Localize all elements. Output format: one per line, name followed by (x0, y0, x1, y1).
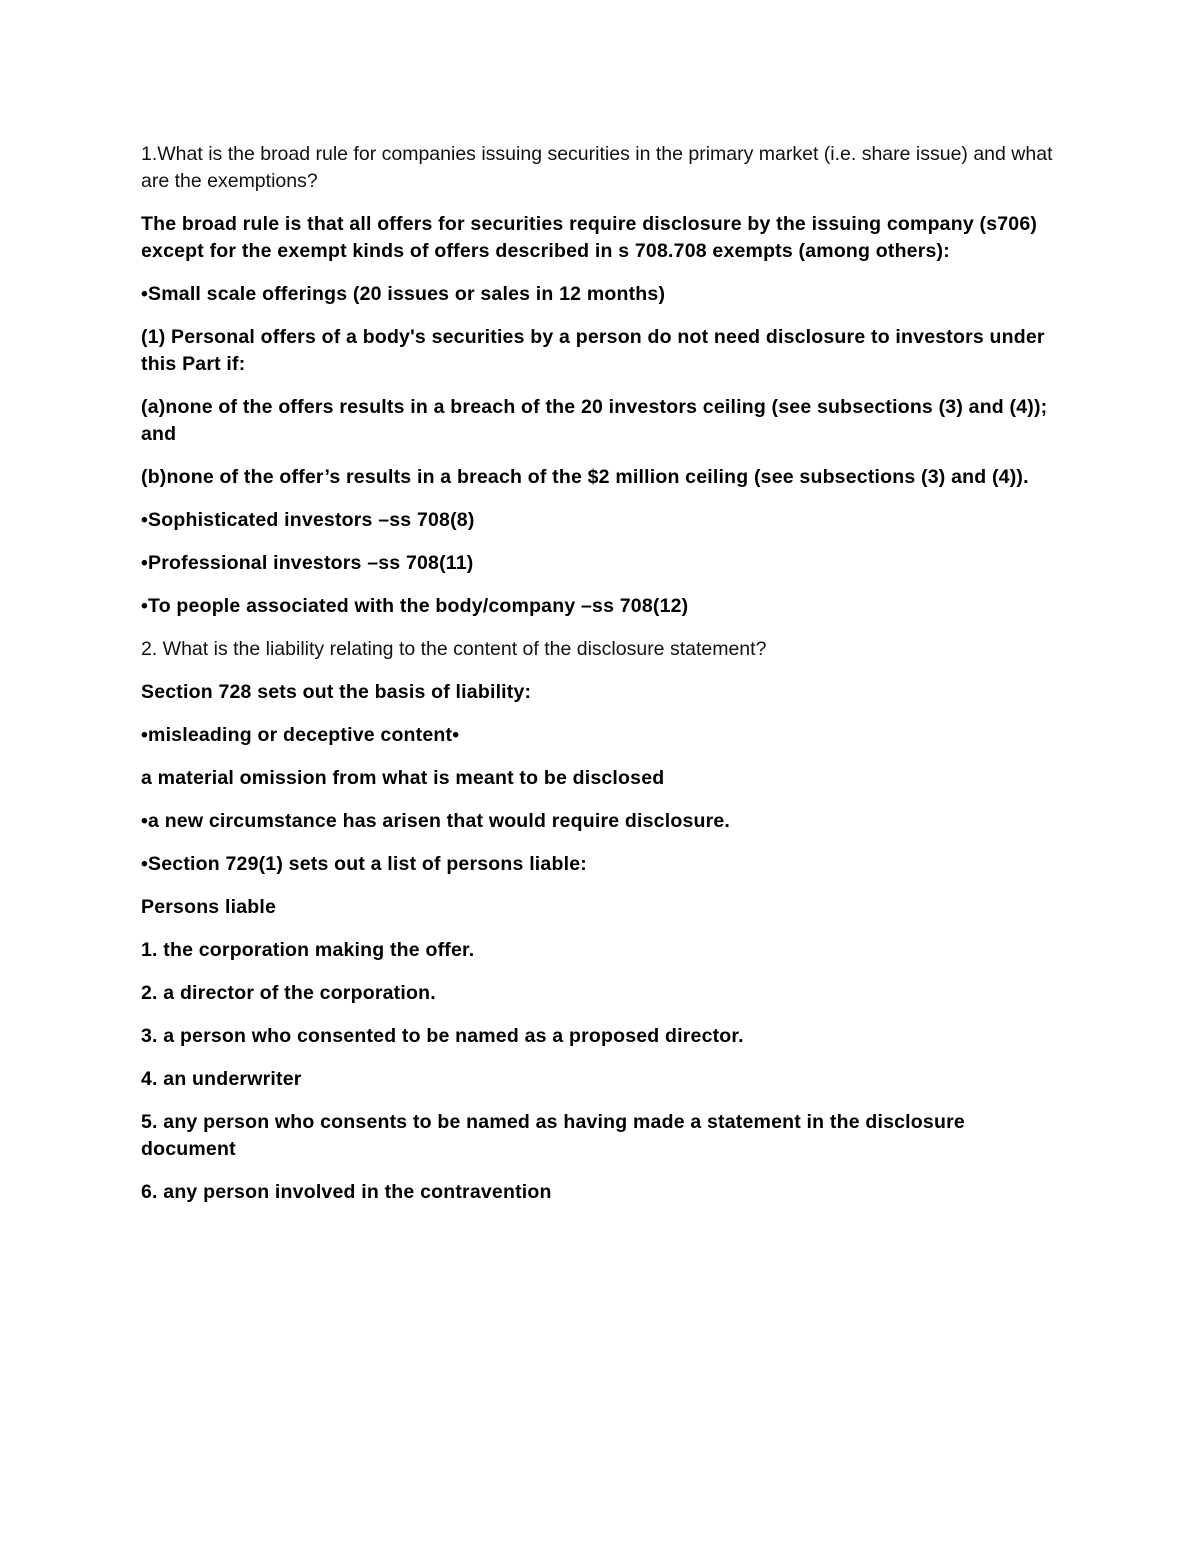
question-1: 1.What is the broad rule for companies issuing securities in the primary market (i.e. share issue) and what are the exemptions? (141, 143, 1053, 192)
section-728-heading: Section 728 sets out the basis of liability: (141, 681, 532, 703)
exemption-associated: •To people associated with the body/company –ss 708(12) (141, 595, 689, 617)
persons-list-item: 1. the corporation making the offer. (141, 939, 475, 961)
persons-list-item: 3. a person who consented to be named as a proposed director. (141, 1025, 744, 1047)
exemption-small-scale: •Small scale offerings (20 issues or sales in 12 months) (141, 283, 666, 305)
persons-list-item: 2. a director of the corporation. (141, 982, 436, 1004)
persons-list-item: 5. any person who consents to be named as having made a statement in the disclosure document (141, 1111, 965, 1160)
persons-liable-heading: Persons liable (141, 896, 277, 918)
section-729-heading: •Section 729(1) sets out a list of persons liable: (141, 853, 587, 875)
liability-new-circumstance: •a new circumstance has arisen that would require disclosure. (141, 810, 731, 832)
clause-b: (b)none of the offer’s results in a breach of the $2 million ceiling (see subsections (3) and (4)). (141, 466, 1029, 488)
document-body (141, 141, 1061, 1222)
question-1-answer-intro: The broad rule is that all offers for securities require disclosure by the issuing company (s706) except for the exempt kinds of offers described in s 708.708 exempts (among others): (141, 213, 1038, 262)
liability-omission: a material omission from what is meant to be disclosed (141, 767, 665, 789)
liability-misleading: •misleading or deceptive content• (141, 724, 460, 746)
personal-offers-clause: (1) Personal offers of a body's securities by a person do not need disclosure to investors under this Part if: (141, 326, 1045, 375)
exemption-sophisticated: •Sophisticated investors –ss 708(8) (141, 509, 475, 531)
exemption-professional: •Professional investors –ss 708(11) (141, 552, 474, 574)
persons-list-item: 4. an underwriter (141, 1068, 302, 1090)
persons-list-item: 6. any person involved in the contravention (141, 1181, 552, 1203)
question-2: 2. What is the liability relating to the content of the disclosure statement? (141, 638, 767, 660)
clause-a: (a)none of the offers results in a breach of the 20 investors ceiling (see subsections (3) and (4)); and (141, 396, 1048, 445)
